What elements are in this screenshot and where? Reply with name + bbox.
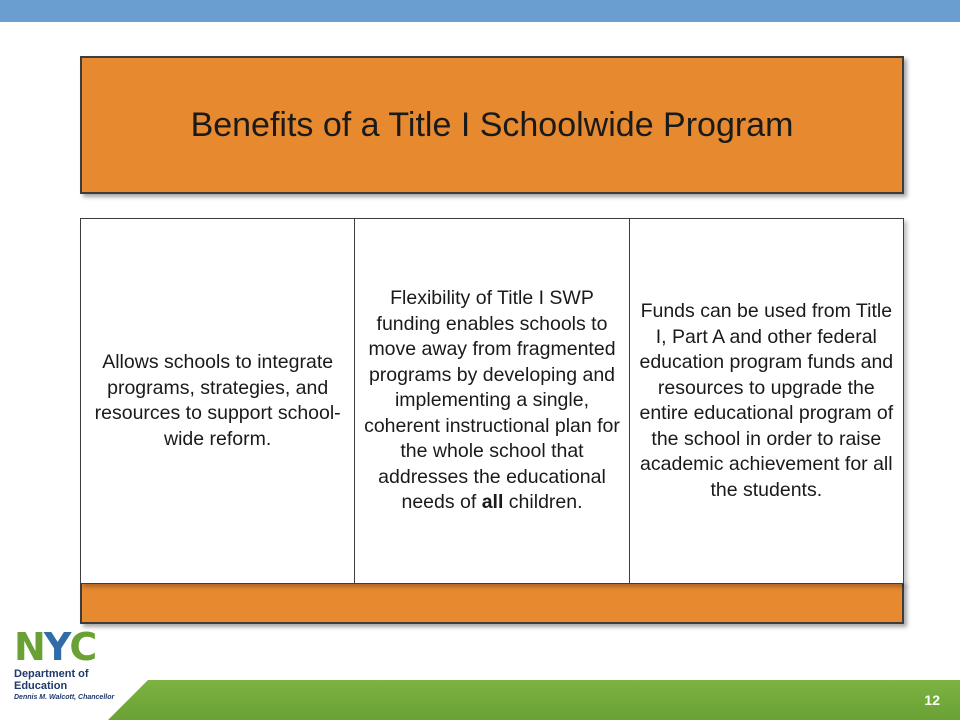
benefits-table [80,218,904,584]
logo-letter-n: N [14,625,44,669]
bottom-accent-bar [0,680,960,720]
logo-line-1: Department of [14,668,89,680]
lower-orange-band [80,582,904,624]
logo-subtitle: Dennis M. Walcott, Chancellor [14,694,115,701]
page-number: 12 [924,692,940,708]
top-accent-bar [0,0,960,22]
benefit-text-2-start: Flexibility of Title I SWP funding enables schools to move away from fragmented programs by developing and implementing a single, coherent instructional plan for the whole school that addresses the educational needs of [364,287,620,514]
logo-letter-y: Y [43,625,70,669]
title-panel [80,56,904,194]
benefit-text-2-emphasis: all [481,491,504,514]
logo-line-2: Education [14,680,68,692]
nyc-logo-mark [14,625,134,669]
benefit-text-2-end: children. [503,491,583,514]
slide-title: Benefits of a Title I Schoolwide Program [190,105,794,144]
benefit-text-1: Allows schools to integrate programs, strategies, and resources to support school-wide reform. [94,351,341,450]
nyc-doe-logo [14,625,134,718]
benefit-column-1 [81,219,354,583]
benefit-text-2 [363,286,620,516]
benefit-column-3 [629,219,903,583]
benefit-column-2 [354,219,628,583]
benefit-text-3: Funds can be used from Title I, Part A and other federal education program funds and resources to upgrade the entire educational program of the school in order to raise academic achievement for all the students. [639,300,894,501]
logo-letter-c: C [69,625,96,669]
